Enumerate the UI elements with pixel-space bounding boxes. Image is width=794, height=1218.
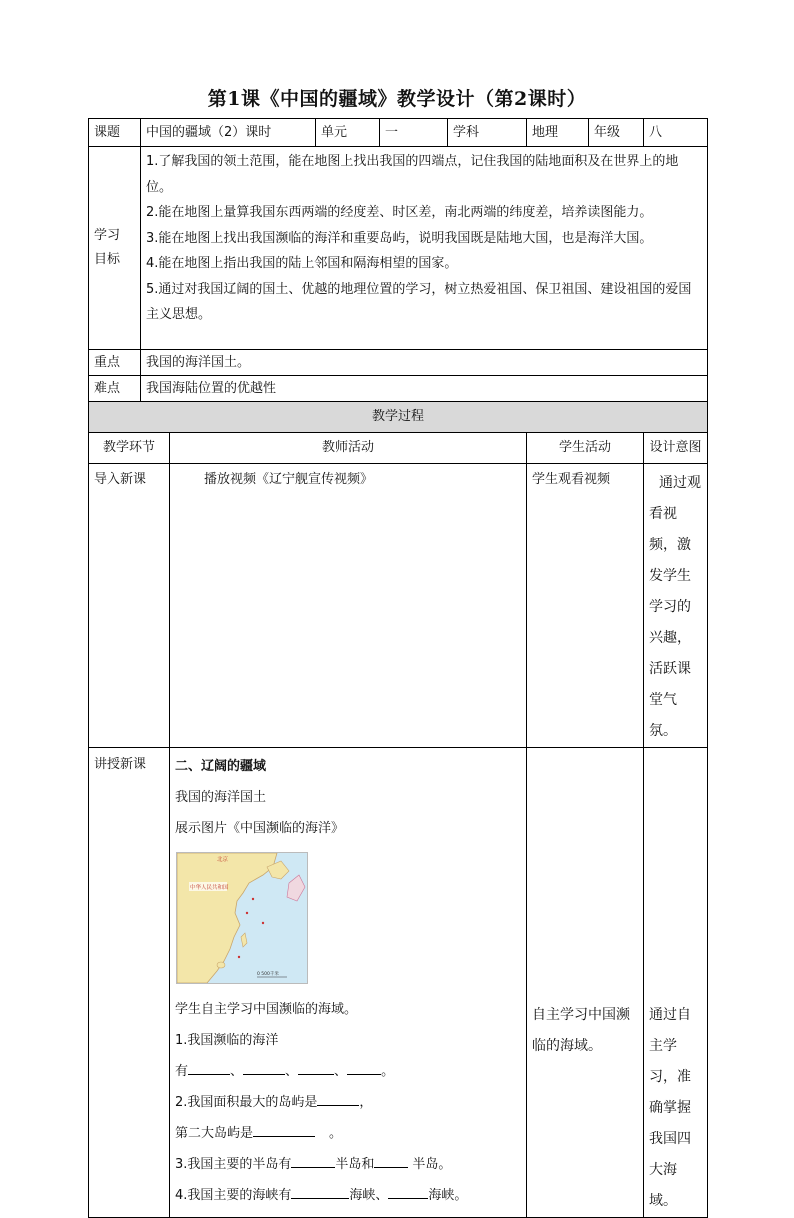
- q1-end: 。: [381, 1064, 395, 1079]
- q4-mid: 半岛和: [335, 1157, 375, 1172]
- q5-text: 4.我国主要的海峡有: [175, 1188, 292, 1203]
- subject-value: 地理: [527, 119, 589, 147]
- china-seas-map: [176, 852, 308, 984]
- map-dot: [246, 912, 248, 914]
- map-dot: [262, 922, 264, 924]
- lecture-intent: 通过自主学习，准确掌握我国四大海域。: [644, 748, 708, 1218]
- objective-item: 1.了解我国的领土范围，能在地图上找出我国的四端点，记住我国的陆地面积及在世界上的地位。: [146, 154, 679, 195]
- q1-sep: 、: [285, 1064, 299, 1079]
- objective-item: 2.能在地图上量算我国东西两端的经度差、时区差，南北两端的纬度差，培养读图能力。: [146, 205, 653, 220]
- answer-blank[interactable]: [188, 1061, 230, 1075]
- col-header-stage: 教学环节: [89, 433, 170, 464]
- topic-label: 课题: [89, 119, 141, 147]
- objective-item: 5.通过对我国辽阔的国土、优越的地理位置的学习，树立热爱祖国、保卫祖国、建设祖国的爱国主义思想。: [146, 281, 692, 322]
- difficulty-label: 难点: [89, 376, 141, 402]
- lecture-stage: 讲授新课: [89, 748, 170, 1218]
- answer-blank[interactable]: [253, 1123, 315, 1137]
- lecture-line: 展示图片《中国濒临的海洋》: [175, 821, 345, 836]
- answer-blank[interactable]: [374, 1154, 408, 1168]
- map-beijing-label: 北京: [217, 857, 229, 863]
- objective-item: 3.能在地图上找出我国濒临的海洋和重要岛屿，说明我国既是陆地大国，也是海洋大国。: [146, 230, 653, 246]
- answer-blank[interactable]: [291, 1185, 349, 1199]
- col-header-intent: 设计意图: [644, 433, 708, 464]
- process-header: 教学过程: [89, 402, 708, 433]
- key-point-value: 我国的海洋国土。: [141, 350, 708, 376]
- intro-intent: 通过观看视频，激发学生学习的兴趣，活跃课堂气氛。: [644, 464, 708, 748]
- question-2: [175, 1087, 521, 1118]
- q2-end: ，: [359, 1095, 373, 1110]
- q4-text: 3.我国主要的半岛有: [175, 1157, 292, 1172]
- lecture-teacher: [170, 748, 527, 1218]
- q1-sep: 、: [334, 1064, 348, 1079]
- intro-stage: 导入新课: [89, 464, 170, 748]
- lecture-student: 自主学习中国濒临的海域。: [527, 748, 644, 1218]
- difficulty-value: 我国海陆位置的优越性: [141, 376, 708, 402]
- page-title: 第1课《中国的疆域》教学设计（第2课时）: [207, 88, 587, 110]
- objectives-content: [141, 147, 708, 350]
- question-3: [175, 1149, 521, 1180]
- answer-blank[interactable]: [298, 1061, 334, 1075]
- question-1-blanks: [175, 1056, 521, 1087]
- objectives-label-line1: 学习: [94, 228, 121, 243]
- key-point-label: 重点: [89, 350, 141, 376]
- objective-item: 4.能在地图上指出我国的陆上邻国和隔海相望的国家。: [146, 256, 458, 271]
- q3-text: 第二大岛屿是: [175, 1126, 254, 1141]
- lesson-plan-table: [88, 118, 708, 1218]
- answer-blank[interactable]: [317, 1092, 359, 1106]
- lecture-line: 我国的海洋国土: [175, 790, 267, 805]
- question-4: [175, 1180, 521, 1211]
- map-scale-label: 0 500千米: [257, 972, 279, 977]
- q5-end: 海峡。: [428, 1188, 468, 1203]
- grade-value: 八: [644, 119, 708, 147]
- map-dot: [238, 956, 240, 958]
- col-header-teacher: 教师活动: [170, 433, 527, 464]
- answer-blank[interactable]: [388, 1185, 428, 1199]
- answer-blank[interactable]: [243, 1061, 285, 1075]
- answer-blank[interactable]: [291, 1154, 335, 1168]
- q5-mid: 海峡、: [349, 1188, 389, 1203]
- answer-blank[interactable]: [347, 1061, 381, 1075]
- grade-label: 年级: [589, 119, 644, 147]
- topic-value: 中国的疆域（2）课时: [141, 119, 316, 147]
- question-1: 1.我国濒临的海洋: [175, 1033, 279, 1048]
- q4-end: 半岛。: [412, 1157, 452, 1172]
- intro-student: 学生观看视频: [527, 464, 644, 748]
- q2-text: 2.我国面积最大的岛屿是: [175, 1095, 318, 1110]
- map-hainan: [217, 962, 225, 968]
- q1-prefix: 有: [175, 1064, 189, 1079]
- map-dot: [252, 898, 254, 900]
- subject-label: 学科: [448, 119, 527, 147]
- map-country-label: 中华人民共和国: [190, 885, 229, 891]
- unit-value: 一: [380, 119, 448, 147]
- col-header-student: 学生活动: [527, 433, 644, 464]
- unit-label: 单元: [316, 119, 380, 147]
- q3-end: 。: [329, 1126, 343, 1141]
- objectives-label-line2: 目标: [94, 252, 121, 267]
- q1-sep: 、: [230, 1064, 244, 1079]
- section-heading: 二、辽阔的疆域: [175, 759, 267, 774]
- lecture-task: 学生自主学习中国濒临的海域。: [175, 1002, 358, 1017]
- objectives-label: [89, 147, 141, 350]
- intro-teacher: 播放视频《辽宁舰宣传视频》: [170, 464, 527, 748]
